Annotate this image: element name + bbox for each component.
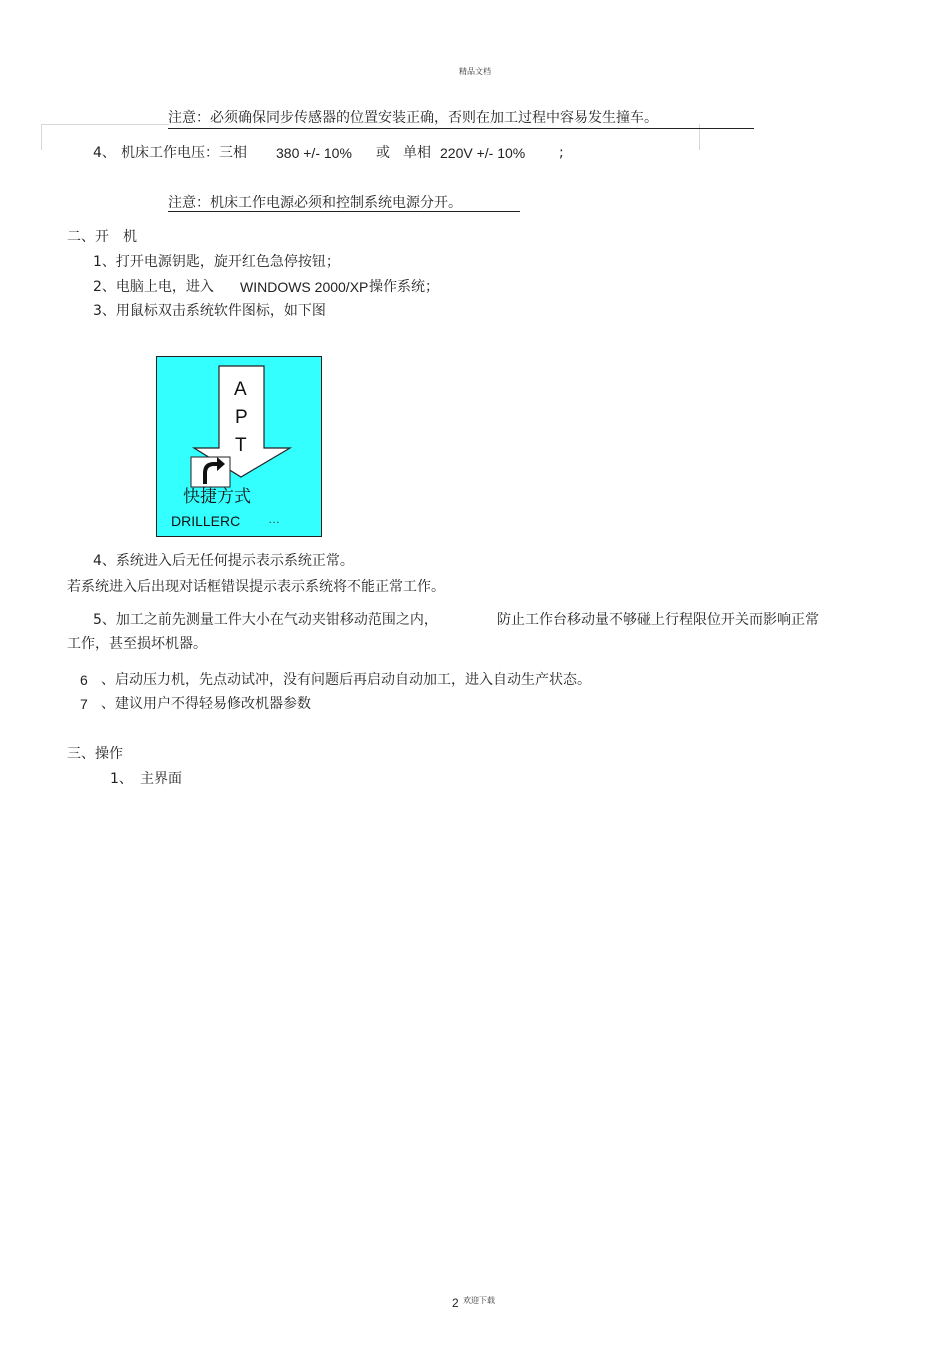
item4-label: 机床工作电压：三相 (121, 145, 247, 161)
item4-number: 4、 (93, 145, 116, 161)
startup-step-2-os: WINDOWS 2000/XP (240, 279, 369, 295)
startup-step-2-suffix: 操作系统； (369, 279, 439, 295)
item4-single-phase: 单相 (403, 145, 431, 161)
startup-step-5: 5、加工之前先测量工件大小在气动夹钳移动范围之内， (93, 612, 438, 628)
icon-letter-a: A (234, 379, 247, 400)
page-footer: 欢迎下载 (463, 1296, 495, 1305)
startup-step-4: 4、系统进入后无任何提示表示系统正常。 (93, 553, 354, 569)
startup-step-6-number: 6 (80, 672, 88, 688)
section-title-operation: 三、操作 (67, 746, 123, 762)
operation-step-1: 主界面 (140, 771, 182, 787)
margin-guide-top (41, 124, 169, 125)
item4-or: 或 (376, 145, 390, 161)
software-shortcut-icon[interactable] (156, 356, 322, 537)
icon-letter-p: P (235, 407, 248, 428)
note-power-underline (168, 211, 520, 212)
startup-step-5-end: 工作，甚至损坏机器。 (67, 636, 207, 652)
icon-name: DRILLERC (171, 513, 241, 529)
icon-letter-t: T (235, 435, 247, 456)
note-power: 注意：机床工作电源必须和控制系统电源分开。 (168, 195, 462, 211)
section-title-startup: 二、开 机 (67, 229, 137, 245)
startup-step-4-error: 若系统进入后出现对话框错误提示表示系统将不能正常工作。 (67, 579, 445, 595)
operation-step-1-number: 1、 (110, 771, 133, 787)
item4-voltage-single-phase: 220V +/- 10% (440, 145, 526, 161)
icon-name-ellipsis: … (268, 512, 280, 526)
note-sensor: 注意：必须确保同步传感器的位置安装正确，否则在加工过程中容易发生撞车。 (168, 110, 658, 126)
startup-step-1: 1、打开电源钥匙，旋开红色急停按钮； (93, 254, 340, 270)
startup-step-3: 3、用鼠标双击系统软件图标，如下图 (93, 303, 326, 319)
startup-step-7-number: 7 (80, 696, 88, 712)
startup-step-7: 、建议用户不得轻易修改机器参数 (101, 696, 311, 712)
page-number: 2 (452, 1296, 459, 1310)
startup-step-6: 、启动压力机，先点动试冲，没有问题后再启动自动加工，进入自动生产状态。 (101, 672, 591, 688)
note-sensor-underline (168, 128, 754, 129)
margin-guide-left (41, 124, 42, 150)
page-header: 精品文档 (459, 67, 491, 76)
icon-caption: 快捷方式 (183, 487, 251, 507)
startup-step-5-cont: 防止工作台移动量不够碰上行程限位开关而影响正常 (497, 612, 819, 628)
item4-semicolon: ; (559, 145, 564, 161)
startup-step-2: 2、电脑上电，进入 (93, 279, 214, 295)
item4-voltage-three-phase: 380 +/- 10% (276, 145, 352, 161)
